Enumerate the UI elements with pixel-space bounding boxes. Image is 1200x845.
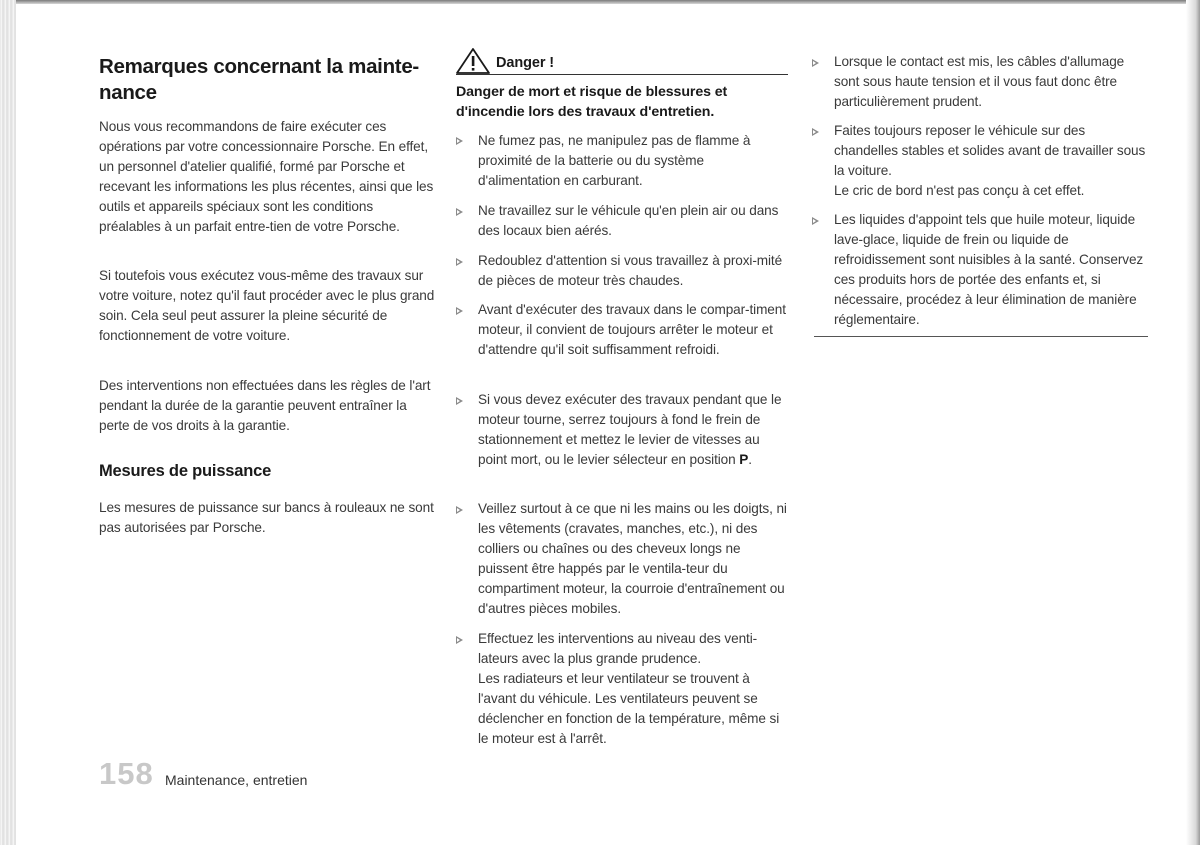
subsection-title: Mesures de puissance (99, 462, 272, 480)
danger-item: Veillez surtout à ce que ni les mains ou les doigts, ni les vêtements (cravates, manches, etc.), ni des colliers ou chaînes ou des cheveux longs ne puissent être happés par le ventila-teur du compartiment moteur, la courroie d'entraînement ou d'autres pièces mobiles. (478, 501, 787, 616)
bullet-arrow-icon (456, 397, 463, 405)
gear-position: P (739, 452, 749, 467)
danger-item: Redoublez d'attention si vous travaillez à proxi-mité de pièces de moteur très chaudes. (478, 253, 783, 288)
bullet-arrow-icon (812, 217, 819, 225)
bullet-arrow-icon (456, 636, 463, 644)
danger-item-text: Si vous devez exécuter des travaux pendant que le moteur tourne, serrez toujours à fond le frein de stationnement et mettez le levier de vitesses au point mort, ou le levier sélecteur en position (478, 392, 782, 467)
danger-title: Danger ! (496, 55, 555, 71)
bullet-arrow-icon (456, 258, 463, 266)
danger-item-note: Le cric de bord n'est pas conçu à cet effet. (834, 183, 1085, 198)
danger-item: Lorsque le contact est mis, les câbles d'allumage sont sous haute tension et il vous faut donc être particulièrement prudent. (834, 54, 1125, 109)
danger-item: Ne fumez pas, ne manipulez pas de flamme à proximité de la batterie ou du système d'alimentation en carburant. (478, 133, 751, 188)
danger-item-text: Effectuez les interventions au niveau des venti-lateurs avec la plus grande prudence. (478, 631, 758, 666)
danger-item-note: Les radiateurs et leur ventilateur se trouvent à l'avant du véhicule. Les ventilateurs peuvent se déclencher en fonction de la température, même si le moteur est à l'arrêt. (478, 671, 780, 746)
bullet-arrow-icon (812, 59, 819, 67)
bullet-arrow-icon (456, 208, 463, 216)
subsection-text: Les mesures de puissance sur bancs à rouleaux ne sont pas autorisées par Porsche. (99, 500, 434, 535)
danger-item (834, 121, 1148, 201)
section-end-rule (814, 336, 1148, 337)
paragraph-intro: Nous vous recommandons de faire exécuter ces opérations par votre concessionnaire Porsche. En effet, un personnel d'atelier qualifié, formé par Porsche et recevant les informations les plus récentes, ainsi que les outils et appareils spéciaux sont les conditions préalables à un parfait entre-tien de votre Porsche. (99, 119, 434, 234)
danger-item: Si vous devez exécuter des travaux pendant que le moteur tourne, serrez toujours à fond le frein de stationnement et mettez le levier de vitesses au point mort, ou le levier sélecteur en position P. (478, 392, 782, 467)
danger-header (456, 44, 788, 75)
bullet-arrow-icon (456, 307, 463, 315)
danger-item-text: Faites toujours reposer le véhicule sur des chandelles stables et solides avant de travailler sous la voiture. (834, 123, 1146, 178)
bullet-arrow-icon (456, 137, 463, 145)
page-edge-right (1186, 0, 1200, 845)
danger-item: Les liquides d'appoint tels que huile moteur, liquide lave-glace, liquide de frein ou liquide de refroidissement sont nuisibles à la santé. Conservez ces produits hors de portée des enfants et, si nécessaire, procédez à leur élimination de manière réglementaire. (834, 212, 1144, 327)
paragraph-warranty: Des interventions non effectuées dans les règles de l'art pendant la durée de la garantie peuvent entraîner la perte de vos droits à la garantie. (99, 378, 431, 433)
section-title: Remarques concernant la mainte- nance (99, 55, 419, 104)
bullet-arrow-icon (456, 506, 463, 514)
page-number: 158 (99, 756, 154, 791)
danger-item (478, 629, 788, 749)
danger-item: Ne travaillez sur le véhicule qu'en plein air ou dans des locaux bien aérés. (478, 203, 779, 238)
page-edge-left (0, 0, 16, 845)
danger-subtitle: Danger de mort et risque de blessures et d'incendie lors des travaux d'entretien. (456, 84, 728, 120)
page-edge-top (0, 0, 1200, 4)
bullet-arrow-icon (812, 128, 819, 136)
chapter-name: Maintenance, entretien (165, 772, 308, 788)
paragraph-self-service: Si toutefois vous exécutez vous-même des travaux sur votre voiture, notez qu'il faut procéder avec le plus grand soin. Cela seul peut assurer la pleine sécurité de fonctionnement de votre voiture. (99, 268, 435, 343)
danger-item: Avant d'exécuter des travaux dans le compar-timent moteur, il convient de toujours arrêter le moteur et d'attendre qu'il soit suffisamment refroidi. (478, 302, 786, 357)
warning-triangle-icon (456, 47, 492, 75)
